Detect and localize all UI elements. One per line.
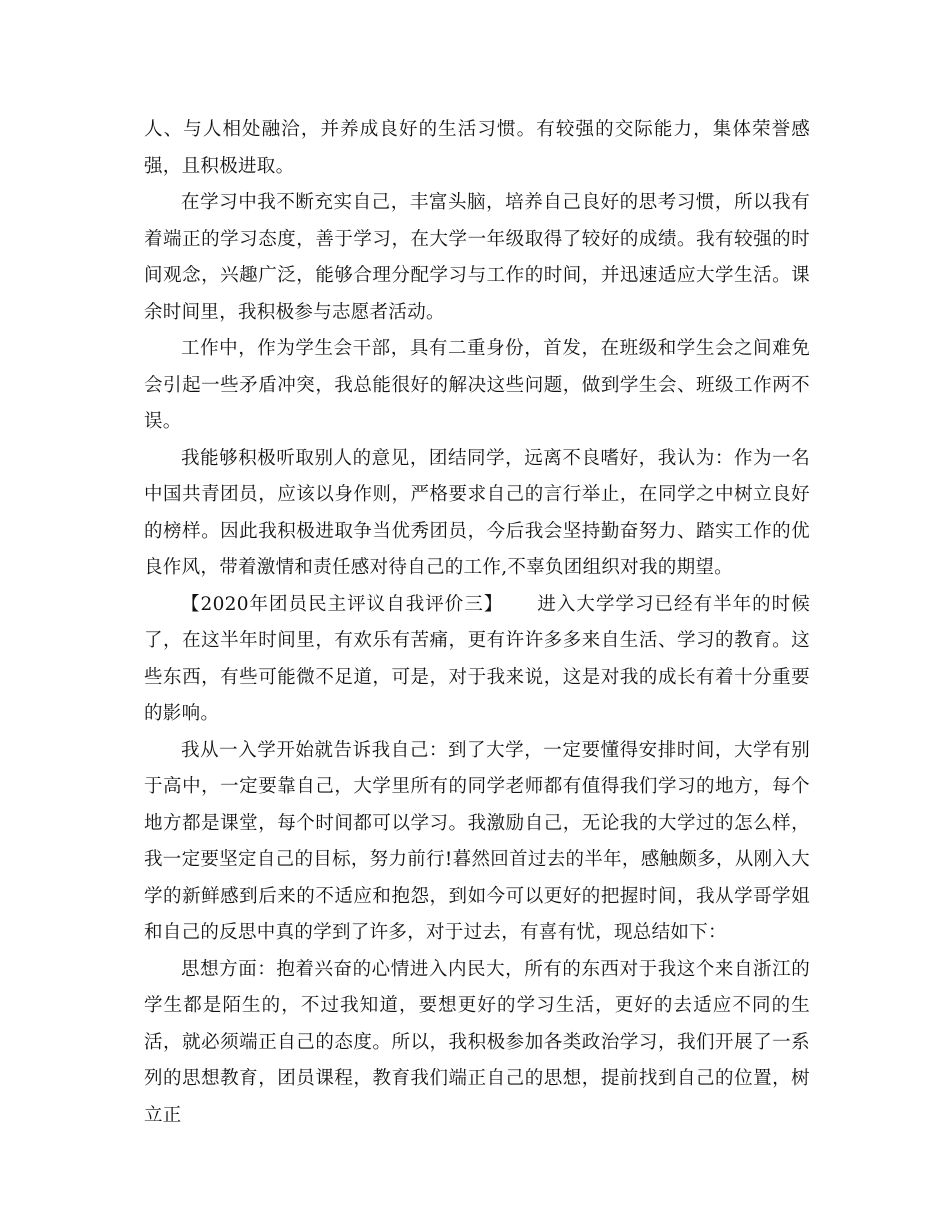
paragraph-4: 我能够积极听取别人的意见，团结同学，远离不良嗜好，我认为：作为一名中国共青团员，应该以身作则，严格要求自己的言行举止，在同学之中树立良好的榜样。因此我积极进取争当优秀团员，今后我会坚持勤奋努力、踏实工作的优良作风，带着激情和责任感对待自己的工作,不辜负团组织对我的期望。 bbox=[144, 447, 810, 578]
section-first-text: 进入大学学习已经有半年的时候了，在这半年时间里，有欢乐有苦痛，更有许许多多来自生活、学习的教育。这些东西，有些可能微不足道，可是，对于我来说，这是对我的成长有着十分重要的影响。 bbox=[144, 593, 811, 724]
paragraph-6: 我从一入学开始就告诉我自己：到了大学，一定要懂得安排时间，大学有别于高中，一定要靠自己，大学里所有的同学老师都有值得我们学习的地方，每个地方都是课堂，每个时间都可以学习。我激励自己，无论我的大学过的怎么样，我一定要坚定自己的目标，努力前行!暮然回首过去的半年，感触颇多，从刚入大学的新鲜感到后来的不适应和抱怨，到如今可以更好的把握时间，我从学哥学姐和自己的反思中真的学到了许多，对于过去，有喜有忧，现总结如下： bbox=[144, 739, 810, 943]
section-heading: 【2020年团员民主评议自我评价三】 bbox=[181, 593, 504, 615]
paragraph-1: 人、与人相处融洽，并养成良好的生活习惯。有较强的交际能力，集体荣誉感强，且积极进取。 bbox=[144, 119, 810, 177]
paragraph-7: 思想方面：抱着兴奋的心情进入内民大，所有的东西对于我这个来自浙江的学生都是陌生的，不过我知道，要想更好的学习生活，更好的去适应不同的生活，就必须端正自己的态度。所以，我积极参加各类政治学习，我们开展了一系列的思想教育，团员课程，教育我们端正自己的思想，提前找到自己的位置，树立正 bbox=[144, 958, 810, 1126]
paragraph-3: 工作中，作为学生会干部，具有二重身份，首发，在班级和学生会之间难免会引起一些矛盾冲突，我总能很好的解决这些问题，做到学生会、班级工作两不误。 bbox=[144, 338, 810, 432]
section-paragraph bbox=[144, 587, 810, 733]
paragraph-2: 在学习中我不断充实自己，丰富头脑，培养自己良好的思考习惯，所以我有着端正的学习态度，善于学习，在大学一年级取得了较好的成绩。我有较强的时间观念，兴趣广泛，能够合理分配学习与工作的时间，并迅速适应大学生活。课余时间里，我积极参与志愿者活动。 bbox=[144, 192, 810, 323]
document-body bbox=[144, 112, 810, 1134]
